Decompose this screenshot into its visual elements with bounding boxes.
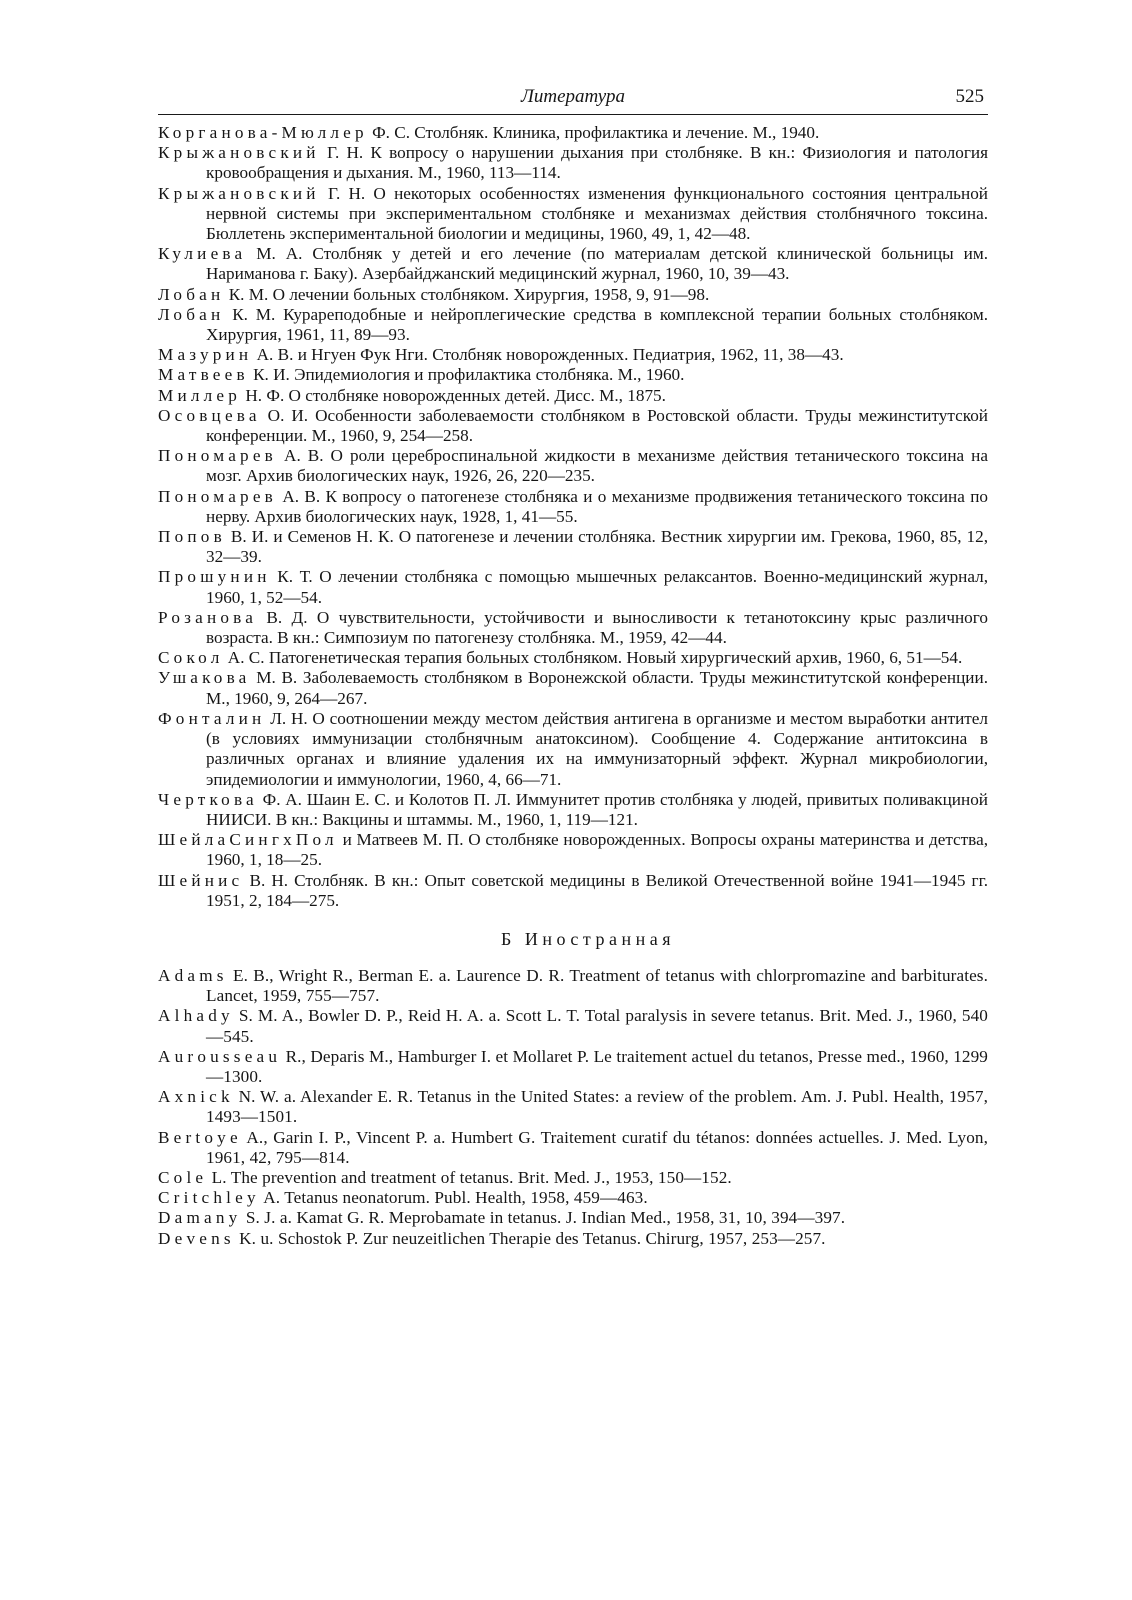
reference-author: Critchley [158,1188,260,1208]
reference-author: Bertoye [158,1127,242,1147]
reference-author: Ушакова [158,668,251,688]
reference-author: Крыжановский [158,183,320,203]
reference-author: Cole [158,1167,208,1187]
reference-author: Axnick [158,1087,234,1107]
section-heading: Б Иностранная [500,928,675,949]
reference-entry [158,285,988,305]
reference-text: В. Д. О чувствительности, устойчивости и выносливости к тетанотоксину крыс различного возраста. В кн.: Симпозиум по патогенезу столбняка. М., 1959, 42—44. [206,607,988,648]
reference-author: Лобан [158,284,225,304]
reference-entry [158,966,988,1006]
reference-author: Alhady [158,1006,234,1026]
reference-entry [158,1168,988,1188]
reference-author: Попов [158,527,226,547]
reference-author: Пономарев [158,486,277,506]
reference-entry [158,244,988,284]
reference-text: Н. Ф. О столбняке новорожденных детей. Дисс. М., 1875. [241,385,666,405]
reference-entry [158,648,988,668]
reference-entry [158,406,988,446]
reference-text: Л. Н. О соотношении между местом действия антигена в организме и местом выработки антител (в условиях иммунизации столбнячным анатоксином). Сообщение 4. Содержание антитоксина в различных органах и влияние удаления их на иммунизаторный эффект. Журнал микробиологии, эпидемиологии и иммунологии, 1960, 4, 66—71. [206,708,988,789]
reference-text: E. B., Wright R., Berman E. a. Laurence D. R. Treatment of tetanus with chlorpromazine and barbiturates. Lancet, 1959, 755—757. [206,965,988,1006]
reference-entry [158,871,988,911]
reference-text: N. W. a. Alexander E. R. Tetanus in the United States: a review of the problem. Am. J. Publ. Health, 1957, 1493—1501. [206,1087,988,1127]
reference-text: М. А. Столбняк у детей и его лечение (по материалам детской клинической больницы им. Нариманова г. Баку). Азербайджанский медицинский журнал, 1960, 10, 39—43. [206,244,988,284]
reference-text: S. M. A., Bowler D. P., Reid H. A. a. Scott L. T. Total paralysis in severe tetanus. Brit. Med. J., 1960, 540—545. [206,1006,988,1046]
reference-author: Шейнис [158,870,244,890]
reference-author: Aurousseau [158,1046,282,1066]
russian-references [158,123,988,911]
reference-text: О. И. Особенности заболеваемости столбняком в Ростовской области. Труды межинститутской конференции. М., 1960, 9, 254—258. [206,405,988,446]
reference-text: К. Т. О лечении столбняка с помощью мышечных релаксантов. Военно-медицинский журнал, 1960, 1, 52—54. [206,567,988,607]
reference-entry [158,567,988,607]
reference-entry [158,830,988,870]
reference-entry [158,790,988,830]
reference-entry [158,1087,988,1127]
reference-text: К. М. О лечении больных столбняком. Хирургия, 1958, 9, 91—98. [224,284,710,304]
page [158,84,988,1249]
page-number: 525 [955,86,984,107]
reference-entry [158,709,988,790]
reference-text: Ф. А. Шаин Е. С. и Колотов П. Л. Иммунитет против столбняка у людей, привитых поливакциной НИИСИ. В кн.: Вакцины и штаммы. М., 1960, 1, 119—121. [206,789,988,829]
reference-entry [158,608,988,648]
reference-text: А. В. К вопросу о патогенезе столбняка и о механизме продвижения тетанического токсина по нерву. Архив биологических наук, 1928, 1, 41—55. [206,486,988,526]
reference-text: S. J. a. Kamat G. R. Meprobamate in tetanus. J. Indian Med., 1958, 31, 10, 394—397. [241,1208,846,1228]
reference-text: В. Н. Столбняк. В кн.: Опыт советской медицины в Великой Отечественной войне 1941—1945 гг. 1951, 2, 184—275. [206,870,988,910]
reference-author: Мазурин [158,345,253,365]
reference-author: Devens [158,1228,235,1248]
reference-entry [158,184,988,245]
reference-entry [158,143,988,183]
running-header [158,84,988,115]
reference-author: Adams [158,965,228,985]
reference-text: В. И. и Семенов Н. К. О патогенезе и лечении столбняка. Вестник хирургии им. Грекова, 1960, 85, 12, 32—39. [206,527,988,567]
reference-entry [158,527,988,567]
reference-author: Пономарев [158,446,277,466]
reference-author: ШейлаСингхПол [158,830,338,850]
reference-entry [158,123,988,143]
reference-author: Крыжановский [158,143,320,163]
reference-entry [158,1006,988,1046]
reference-text: К. М. Курареподобные и нейроплегические средства в комплексной терапии больных столбняком. Хирургия, 1961, 11, 89—93. [206,304,988,345]
reference-author: Черткова [158,789,258,809]
reference-author: Фонталин [158,708,266,728]
reference-text: и Матвеев М. П. О столбняке новорожденных. Вопросы охраны материнства и детства, 1960, 1, 18—25. [206,830,988,870]
reference-author: Damany [158,1208,242,1228]
reference-author: Миллер [158,385,242,405]
reference-author: Сокол [158,648,224,668]
reference-author: Розанова [158,607,258,627]
reference-text: Г. Н. К вопросу о нарушении дыхания при столбняке. В кн.: Физиология и патология кровообращения и дыхания. М., 1960, 113—114. [206,143,988,183]
reference-text: А. В. О роли цереброспинальной жидкости в механизме действия тетанического токсина на мозг. Архив биологических наук, 1926, 26, 220—235. [206,446,988,486]
reference-entry [158,487,988,527]
reference-text: Ф. С. Столбняк. Клиника, профилактика и лечение. М., 1940. [367,123,820,142]
reference-author: Осовцева [158,405,261,425]
reference-author: Матвеев [158,365,249,385]
reference-entry [158,1229,988,1249]
reference-entry [158,446,988,486]
reference-entry [158,668,988,708]
reference-text: A. Tetanus neonatorum. Publ. Health, 1958, 459—463. [259,1188,648,1208]
reference-text: А. С. Патогенетическая терапия больных столбняком. Новый хирургический архив, 1960, 6, 51—54. [223,648,963,668]
reference-author: Прошунин [158,567,271,587]
reference-text: К. И. Эпидемиология и профилактика столбняка. М., 1960. [248,365,685,385]
reference-entry [158,365,988,385]
reference-entry [158,305,988,345]
reference-text: А. В. и Нгуен Фук Нги. Столбняк новорожденных. Педиатрия, 1962, 11, 38—43. [252,345,844,365]
reference-entry [158,1047,988,1087]
reference-entry [158,345,988,365]
reference-author: Корганова-Мюллер [158,123,368,142]
reference-entry [158,1128,988,1168]
reference-entry [158,1208,988,1228]
reference-author: Кулиева [158,244,247,264]
foreign-references [158,966,988,1249]
reference-text: A., Garin I. P., Vincent P. a. Humbert G. Traitement curatif du tétanos: données actuelles. J. Med. Lyon, 1961, 42, 795—814. [206,1127,988,1167]
reference-text: L. The prevention and treatment of tetanus. Brit. Med. J., 1953, 150—152. [207,1167,732,1187]
reference-entry [158,386,988,406]
reference-text: R., Deparis M., Hamburger I. et Mollaret P. Le traitement actuel du tetanos, Presse med., 1960, 1299—1300. [206,1046,988,1086]
reference-text: М. В. Заболеваемость столбняком в Воронежской области. Труды межинститутской конференции. М., 1960, 9, 264—267. [206,668,988,708]
reference-entry [158,1188,988,1208]
header-title: Литература [521,86,625,107]
reference-text: K. u. Schostok P. Zur neuzeitlichen Therapie des Tetanus. Chirurg, 1957, 253—257. [234,1228,826,1248]
reference-text: Г. Н. О некоторых особенностях изменения функционального состояния центральной нервной системы при экспериментальном столбняке и механизмах действия столбнячного токсина. Бюллетень экспериментальной биологии и медицины, 1960, 49, 1, 42—48. [206,183,988,244]
reference-author: Лобан [158,304,225,324]
